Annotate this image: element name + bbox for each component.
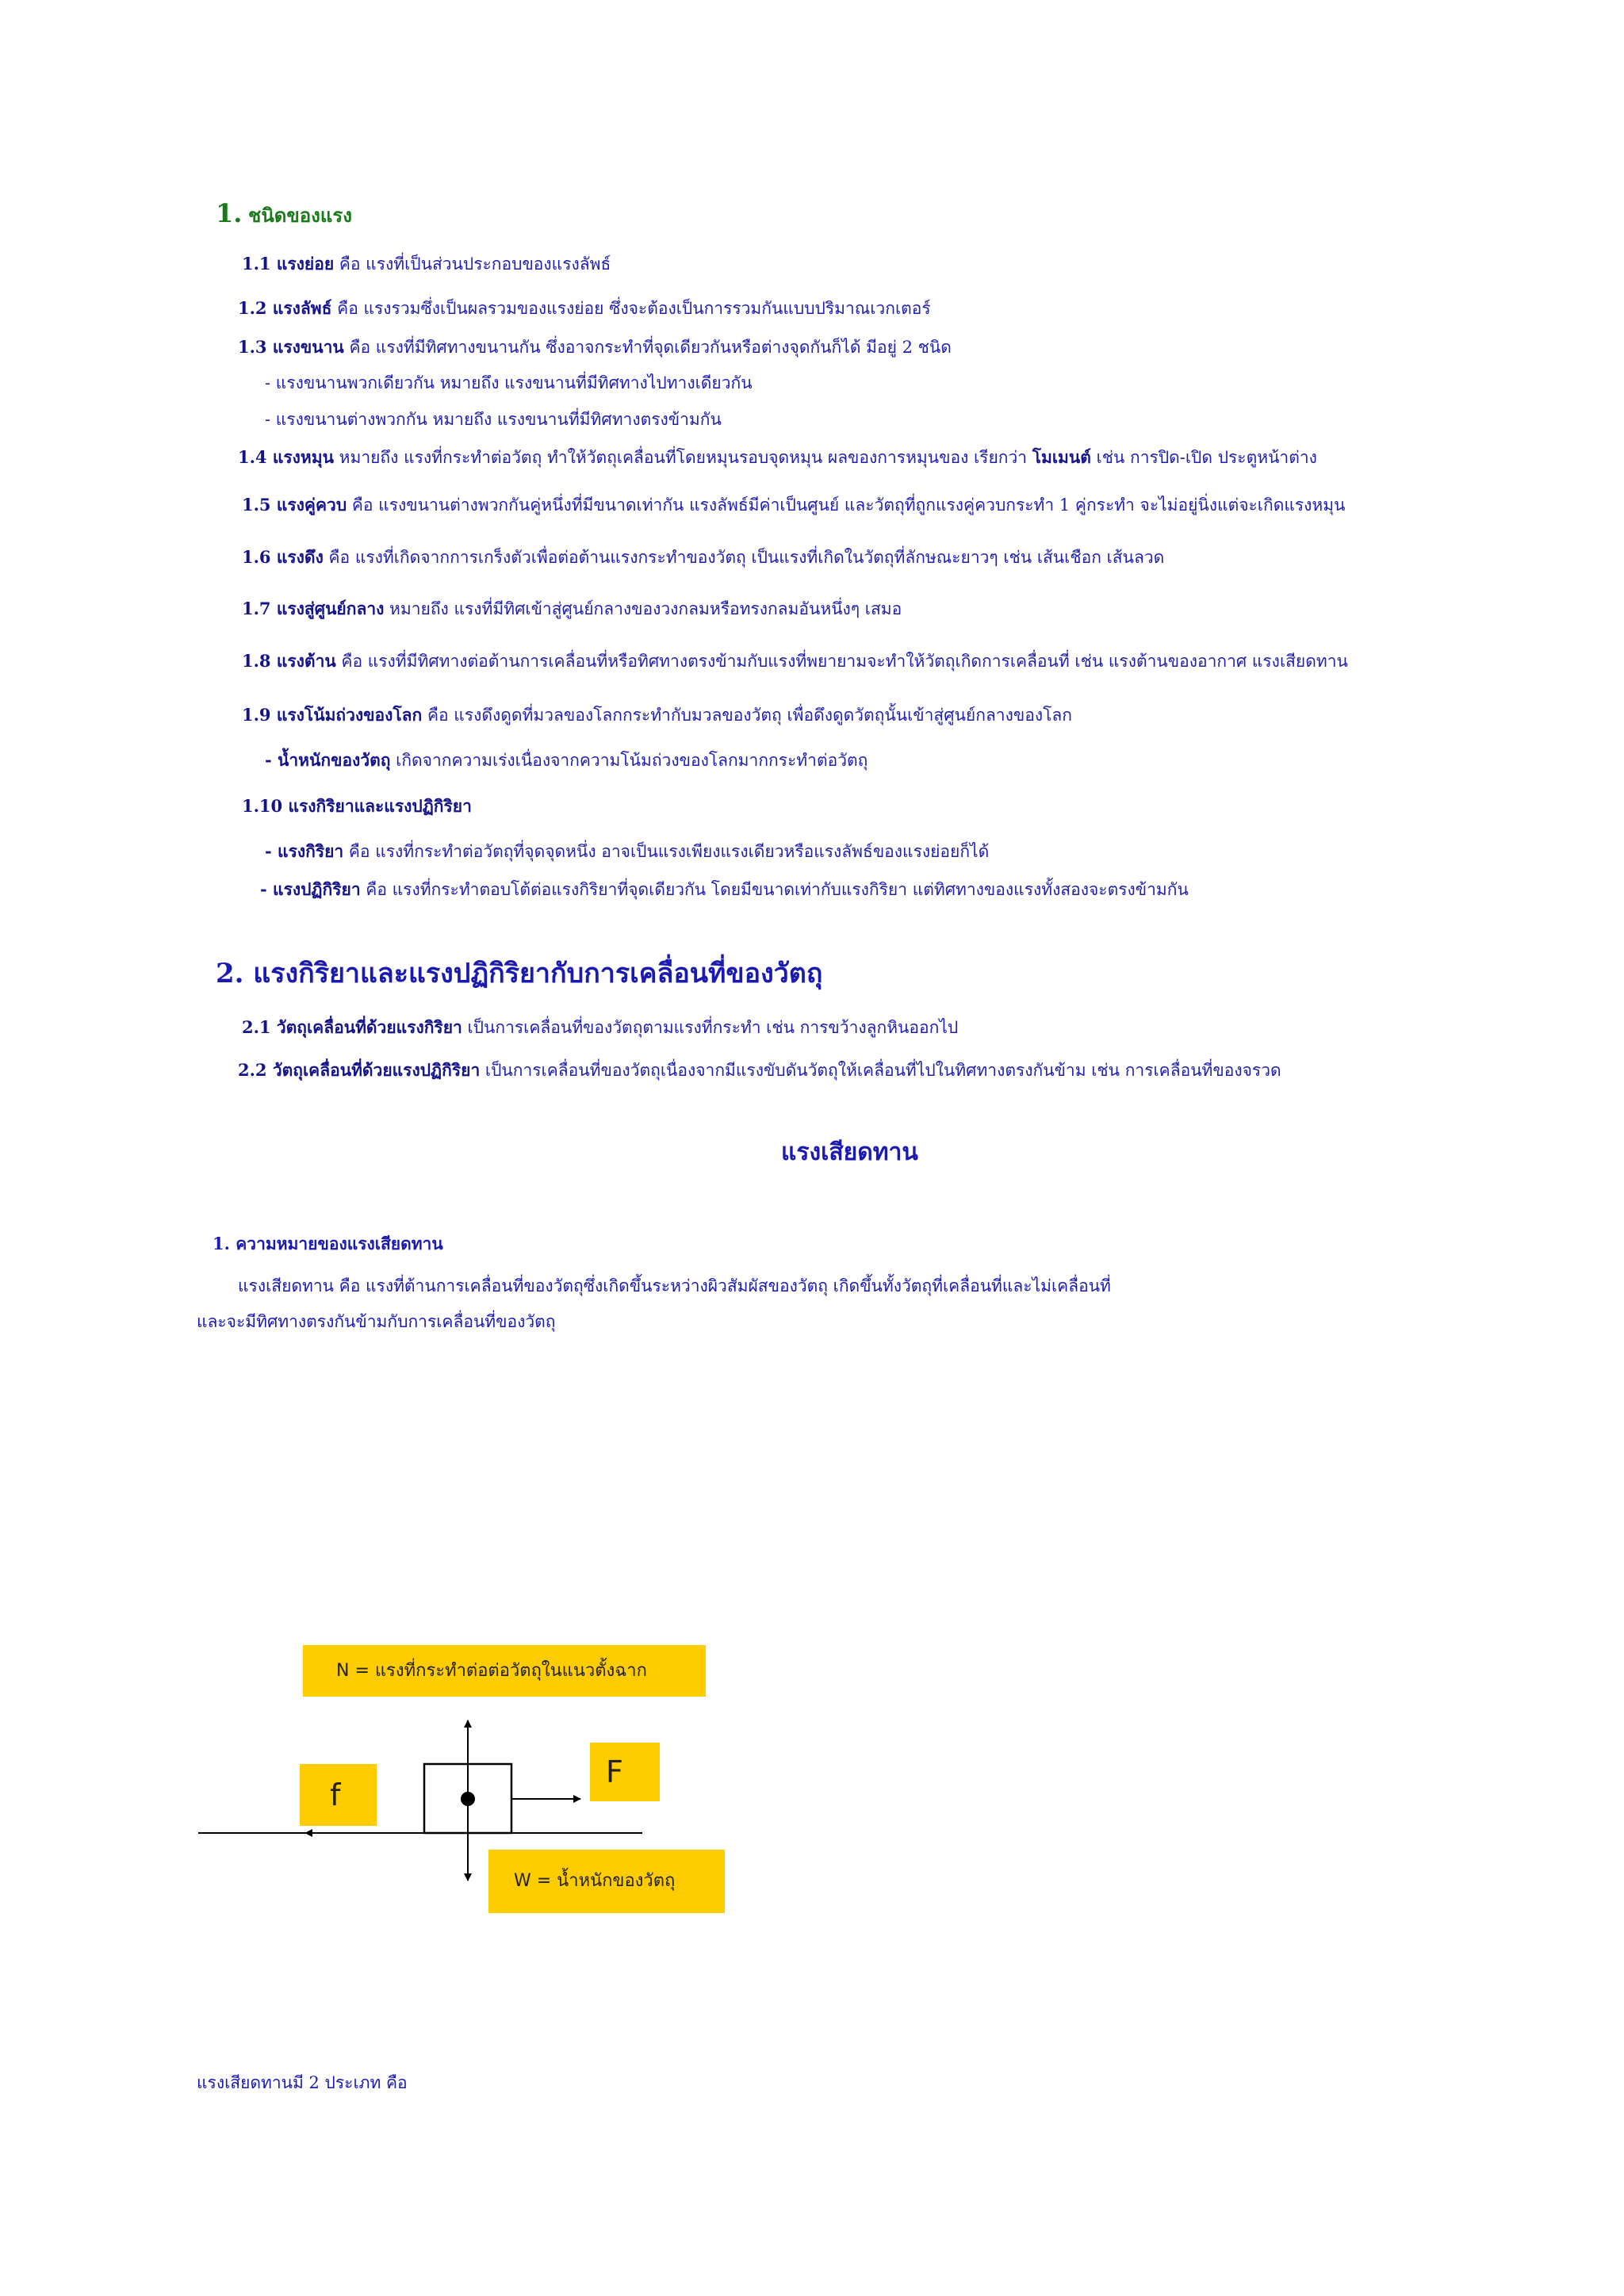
item-1-10-reaction: - แรงปฏิกิริยา คือ แรงที่กระทำตอบโต้ต่อแรงกิริยาที่จุดเดียวกัน โดยมีขนาดเท่ากับแรงกิริยา แต่ทิศทางของแรงทั้งสองจะตรงข้ามกัน: [260, 879, 1189, 899]
item-2-1: 2.1 วัตถุเคลื่อนที่ด้วยแรงกิริยา เป็นการเคลื่อนที่ของวัตถุตามแรงที่กระทำ เช่น การขว้างลูกหินออกไป: [242, 1017, 959, 1037]
item-1-10-action: - แรงกิริยา คือ แรงที่กระทำต่อวัตถุที่จุดจุดหนึ่ง อาจเป็นแรงเพียงแรงเดียวหรือแรงลัพธ์ของแรงย่อยก็ได้: [265, 841, 990, 861]
friction-title: แรงเสียดทาน: [781, 1138, 918, 1166]
item-1-3: 1.3 แรงขนาน คือ แรงที่มีทิศทางขนานกัน ซึ่งอาจกระทำที่จุดเดียวกันหรือต่างจุดกันก็ได้ มีอยู่ 2 ชนิด: [238, 337, 952, 357]
item-1-5: 1.5 แรงคู่ควบ คือ แรงขนานต่างพวกกันคู่หนึ่งที่มีขนาดเท่ากัน แรงลัพธ์มีค่าเป็นศูนย์ และวัตถุที่ถูกแรงคู่ควบกระทำ 1 คู่กระทำ จะไม่อยู่นิ่งแต่จะเกิดแรงหมุน: [242, 495, 1346, 515]
applied-force-label: F: [590, 1743, 660, 1801]
item-1-3-b: - แรงขนานต่างพวกกัน หมายถึง แรงขนานที่มีทิศทางตรงข้ามกัน: [265, 410, 722, 429]
force-diagram: [194, 1645, 733, 1915]
item-1-10: 1.10 แรงกิริยาและแรงปฏิกิริยา: [242, 796, 472, 816]
friction-paragraph-line-2: และจะมีทิศทางตรงกันข้ามกับการเคลื่อนที่ของวัตถุ: [197, 1312, 556, 1331]
item-1-3-a: - แรงขนานพวกเดียวกัน หมายถึง แรงขนานที่มีทิศทางไปทางเดียวกัน: [265, 373, 753, 392]
item-2-2: 2.2 วัตถุเคลื่อนที่ด้วยแรงปฏิกิริยา เป็นการเคลื่อนที่ของวัตถุเนื่องจากมีแรงขับดันวัตถุให้เคลื่อนที่ไปในทิศทางตรงกันข้าม เช่น การเคลื่อนที่ของจรวด: [238, 1060, 1281, 1080]
friction-types-intro: แรงเสียดทานมี 2 ประเภท คือ: [197, 2073, 408, 2092]
friction-label: f: [300, 1764, 377, 1826]
item-1-1: 1.1 แรงย่อย คือ แรงที่เป็นส่วนประกอบของแรงลัพธ์: [242, 254, 611, 274]
friction-subheading: 1. ความหมายของแรงเสียดทาน: [213, 1234, 443, 1253]
section1-heading: [216, 198, 352, 231]
normal-force-label: N = แรงที่กระทำต่อต่อวัตถุในแนวตั้งฉาก: [303, 1645, 706, 1697]
weight-label: W = น้ำหนักของวัตถุ: [488, 1850, 725, 1913]
item-1-8: 1.8 แรงต้าน คือ แรงที่มีทิศทางต่อต้านการเคลื่อนที่หรือทิศทางตรงข้ามกับแรงที่พยายามจะทำให้วัตถุเกิดการเคลื่อนที่ เช่น แรงต้านของอากาศ แรงเสียดทาน: [242, 651, 1348, 671]
friction-paragraph-line-1: แรงเสียดทาน คือ แรงที่ต้านการเคลื่อนที่ของวัตถุซึ่งเกิดขึ้นระหว่างผิวสัมผัสของวัตถุ เกิดขึ้นทั้งวัตถุที่เคลื่อนที่และไม่เคลื่อนที่: [238, 1276, 1111, 1295]
item-1-4: 1.4 แรงหมุน หมายถึง แรงที่กระทำต่อวัตถุ ทำให้วัตถุเคลื่อนที่โดยหมุนรอบจุดหมุน ผลของการหมุนของ เรียกว่า โมเมนต์ เช่น การปิด-เปิด ประตูหน้าต่าง: [238, 447, 1317, 467]
item-1-2: 1.2 แรงลัพธ์ คือ แรงรวมซึ่งเป็นผลรวมของแรงย่อย ซึ่งจะต้องเป็นการรวมกันแบบปริมาณเวกเตอร์: [238, 298, 931, 318]
item-1-9-weight: - น้ำหนักของวัตถุ เกิดจากความเร่งเนื่องจากความโน้มถ่วงของโลกมากกระทำต่อวัตถุ: [265, 750, 868, 770]
item-1-9: 1.9 แรงโน้มถ่วงของโลก คือ แรงดึงดูดที่มวลของโลกกระทำกับมวลของวัตถุ เพื่อดึงดูดวัตถุนั้นเข้าสู่ศูนย์กลางของโลก: [242, 705, 1072, 725]
item-1-7: 1.7 แรงสู่ศูนย์กลาง หมายถึง แรงที่มีทิศเข้าสู่ศูนย์กลางของวงกลมหรือทรงกลมอันหนึ่งๆ เสมอ: [242, 599, 902, 618]
section1-heading-text: ชนิดของแรง: [248, 204, 352, 227]
section2-heading: 2. แรงกิริยาและแรงปฏิกิริยากับการเคลื่อนที่ของวัตถุ: [216, 958, 823, 989]
section1-heading-number: 1.: [216, 198, 243, 228]
item-1-6: 1.6 แรงดึง คือ แรงที่เกิดจากการเกร็งตัวเพื่อต่อต้านแรงกระทำของวัตถุ เป็นแรงที่เกิดในวัตถุที่ลักษณะยาวๆ เช่น เส้นเชือก เส้นลวด: [242, 547, 1165, 567]
